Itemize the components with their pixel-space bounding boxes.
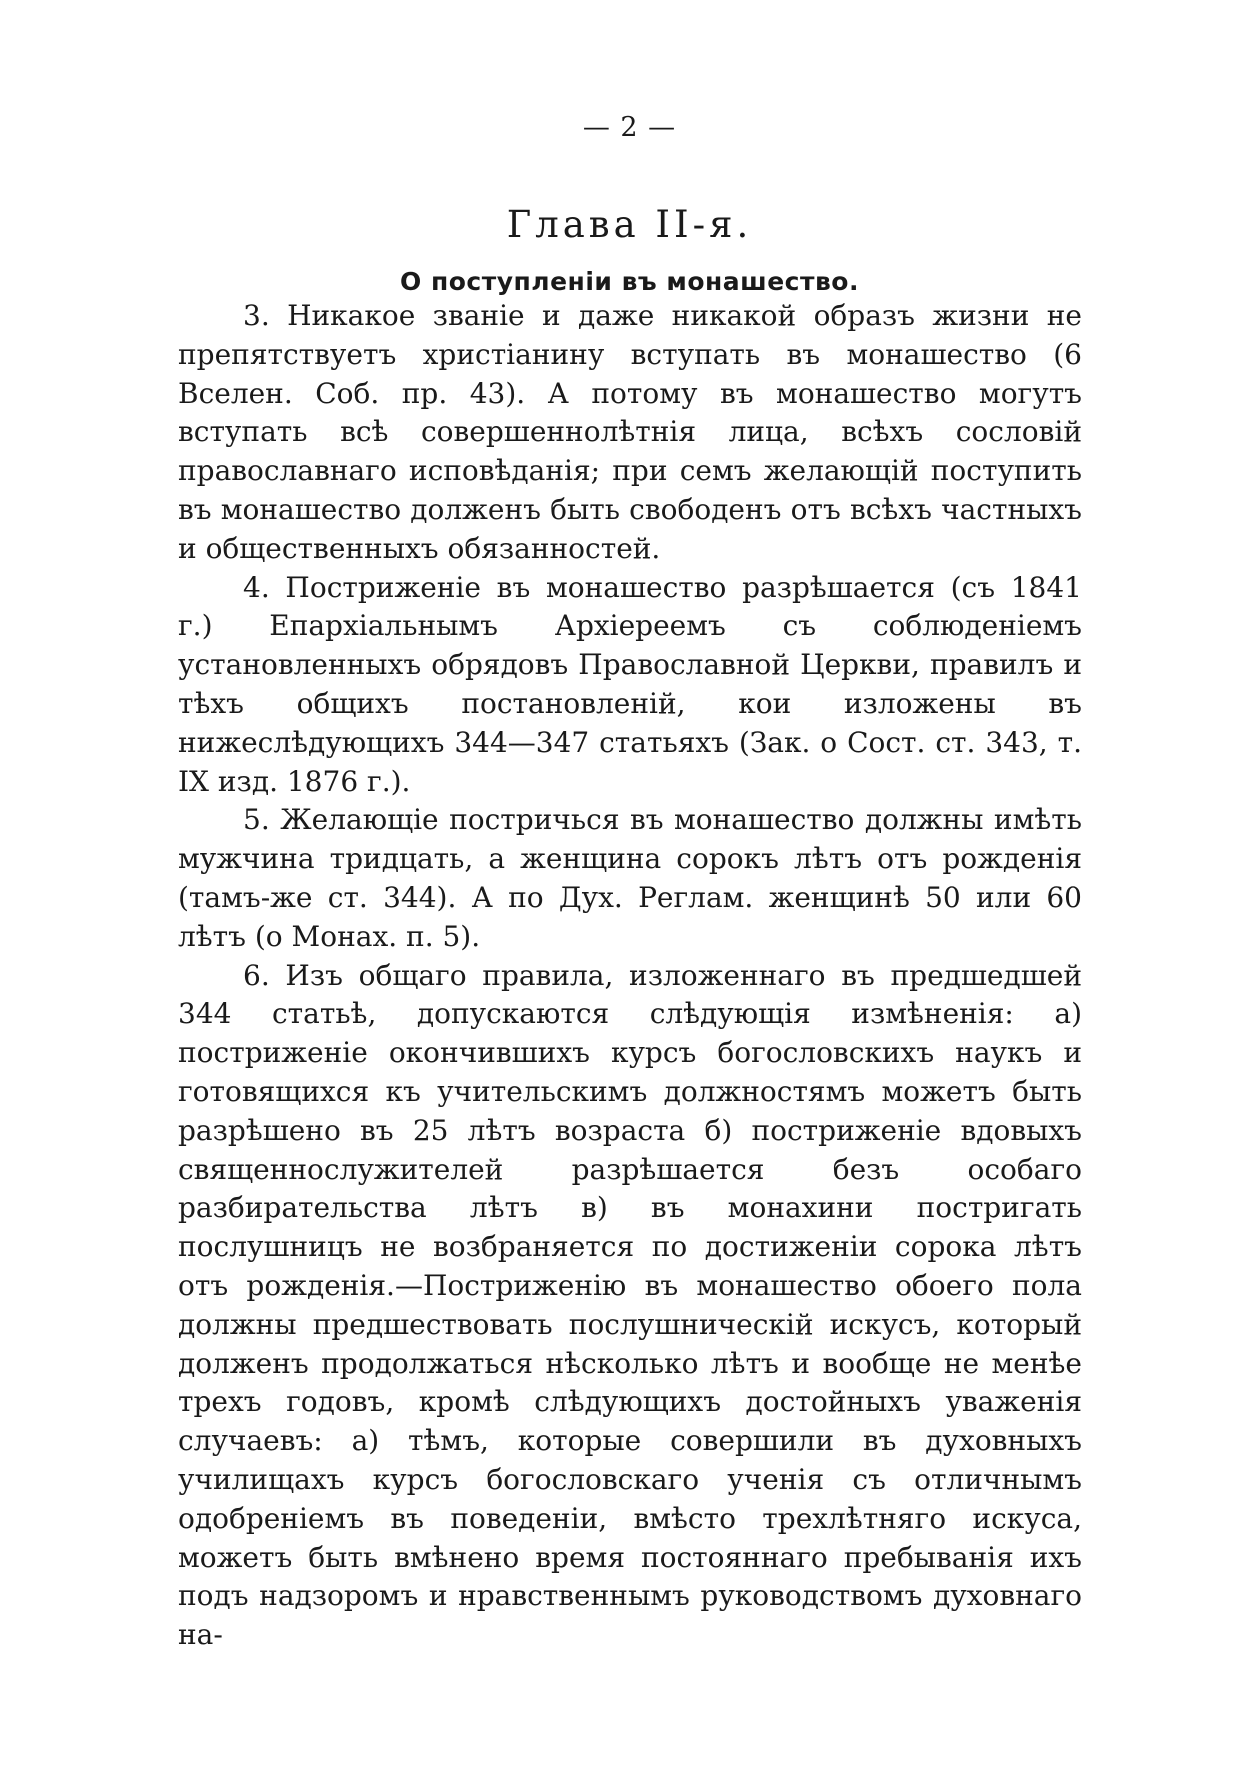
paragraph-article-6: 6. Изъ общаго правила, изложеннаго въ предшедшей 344 статьѣ, допускаются слѣдующія измѣненія: а) постриженіе окончившихъ курсъ богословскихъ наукъ и готовящихся къ учительскимъ должностямъ можетъ быть разрѣшено въ 25 лѣтъ возраста б) постриженіе вдовыхъ священнослужителей разрѣшается безъ особаго разбирательства лѣтъ в) въ монахини постригать послушницъ не возбраняется по достиженіи сорока лѣтъ отъ рожденія.—Постриженію въ монашество обоего пола должны предшествовать послушническій искусъ, который долженъ продолжаться нѣсколько лѣтъ и вообще не менѣе трехъ годовъ, кромѣ слѣдующихъ достойныхъ уваженія случаевъ: а) тѣмъ, которые совершили въ духовныхъ училищахъ курсъ богословскаго ученія съ отличнымъ одобреніемъ въ поведеніи, вмѣсто трехлѣтняго искуса, можетъ быть вмѣнено время постояннаго пребыванія ихъ подъ надзоромъ и нравственнымъ руководствомъ духовнаго на- xyxy=(178,958,1082,1652)
paragraph-article-5: 5. Желающіе постричься въ монашество должны имѣть мужчина тридцать, а женщина сорокъ лѣтъ отъ рожденія (тамъ-же ст. 344). А по Дух. Реглам. женщинѣ 50 или 60 лѣтъ (о Монах. п. 5). xyxy=(178,803,1082,953)
body-text xyxy=(178,297,1082,1655)
page-number: — 2 — xyxy=(582,112,677,143)
chapter-title: Глава II-я. xyxy=(506,202,753,246)
paragraph-article-4: 4. Постриженіе въ монашество разрѣшается (съ 1841 г.) Епархіальнымъ Архіереемъ съ соблюденіемъ установленныхъ обрядовъ Православной Церкви, правилъ и тѣхъ общихъ постановленій, кои изложены въ нижеслѣдующихъ 344—347 статьяхъ (Зак. о Сост. ст. 343, т. IX изд. 1876 г.). xyxy=(178,570,1082,798)
section-title: О поступленіи въ монашество. xyxy=(400,266,859,296)
paragraph-article-3: 3. Никакое званіе и даже никакой образъ жизни не препятствуетъ христіанину вступать въ монашество (6 Вселен. Соб. пр. 43). А потому въ монашество могутъ вступать всѣ совершеннолѣтнія лица, всѣхъ сословій православнаго исповѣданія; при семъ желающій поступить въ монашество долженъ быть свободенъ отъ всѣхъ частныхъ и общественныхъ обязанностей. xyxy=(178,299,1082,565)
